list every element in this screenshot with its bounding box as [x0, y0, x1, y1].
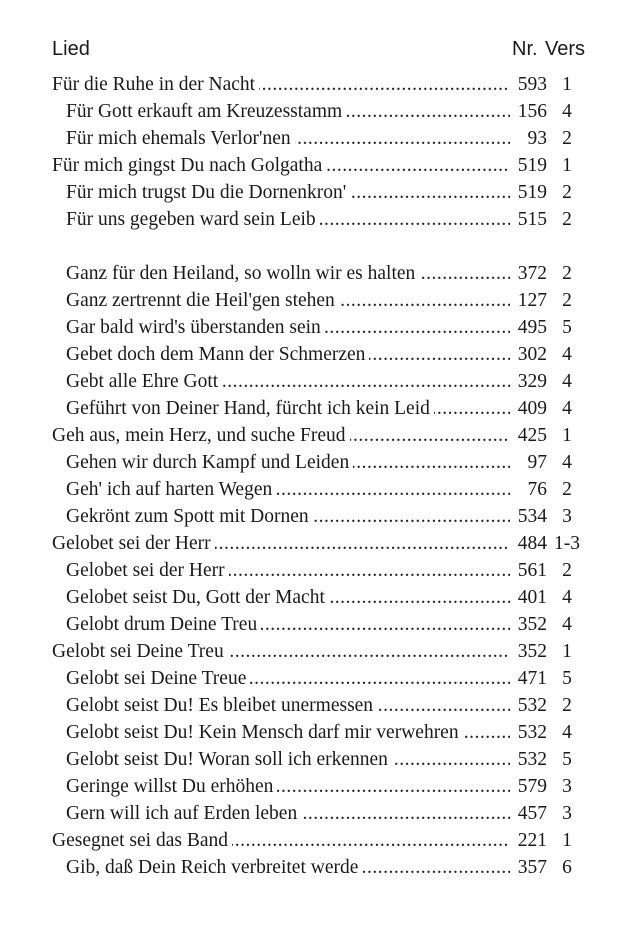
- hymn-number: 93: [527, 128, 547, 149]
- hymn-number: 579: [517, 776, 547, 797]
- hymn-title-cell: [66, 855, 510, 881]
- header-lied: Lied: [52, 38, 90, 60]
- hymn-number: 221: [517, 830, 547, 851]
- hymn-title: Ganz für den Heiland, so wolln wir es halten: [66, 263, 419, 284]
- hymn-title-cell: [52, 72, 510, 98]
- hymn-title: Gelobet sei der Herr: [66, 560, 229, 581]
- verse-number: 5: [562, 317, 572, 338]
- verse-number: 3: [562, 803, 572, 824]
- hymn-number: 532: [517, 695, 547, 716]
- hymn-title: Gebet doch dem Mann der Schmerzen: [66, 344, 369, 365]
- hymn-number: 352: [517, 641, 547, 662]
- verse-number: 4: [562, 452, 572, 473]
- list-item: [0, 72, 640, 98]
- hymn-title-cell: [66, 801, 510, 827]
- hymn-number: 495: [517, 317, 547, 338]
- hymn-title-cell: [52, 531, 510, 557]
- hymn-number: 329: [517, 371, 547, 392]
- verse-number: 6: [562, 857, 572, 878]
- verse-number: 2: [562, 209, 572, 230]
- hymn-title-cell: [66, 207, 510, 233]
- hymn-number: 76: [527, 479, 547, 500]
- hymn-title-cell: [66, 720, 510, 746]
- verse-number: 4: [562, 722, 572, 743]
- verse-number: 1: [562, 155, 572, 176]
- verse-number: 4: [562, 398, 572, 419]
- hymn-title-cell: [66, 585, 510, 611]
- hymn-title: Für Gott erkauft am Kreuzesstamm: [66, 101, 346, 122]
- hymn-title: Gelobt sei Deine Treu: [52, 641, 228, 662]
- list-item: [0, 261, 640, 287]
- list-item: [0, 774, 640, 800]
- hymn-title-cell: [66, 747, 510, 773]
- hymn-title: Ganz zertrennt die Heil'gen stehen: [66, 290, 339, 311]
- hymn-number: 519: [517, 182, 547, 203]
- list-item: [0, 342, 640, 368]
- hymn-number: 515: [517, 209, 547, 230]
- list-item: [0, 639, 640, 665]
- verse-number: 2: [562, 479, 572, 500]
- hymn-title: Gelobet sei der Herr: [52, 533, 215, 554]
- hymn-number: 534: [517, 506, 547, 527]
- list-item: [0, 153, 640, 179]
- hymn-title: Geh' ich auf harten Wegen: [66, 479, 276, 500]
- hymn-number: 519: [517, 155, 547, 176]
- verse-number: 4: [562, 614, 572, 635]
- list-item: [0, 747, 640, 773]
- hymn-number: 471: [517, 668, 547, 689]
- verse-number: 2: [562, 263, 572, 284]
- list-item: [0, 720, 640, 746]
- hymn-title-cell: [66, 261, 510, 287]
- hymn-title: Geh aus, mein Herz, und suche Freud: [52, 425, 350, 446]
- hymn-number: 352: [517, 614, 547, 635]
- hymn-title: Für mich trugst Du die Dornenkron': [66, 182, 350, 203]
- hymn-number: 532: [517, 722, 547, 743]
- list-item: [0, 126, 640, 152]
- verse-number: 5: [562, 749, 572, 770]
- verse-number: 1: [562, 74, 572, 95]
- list-item: [0, 855, 640, 881]
- hymn-title-cell: [66, 612, 510, 638]
- hymn-title-cell: [52, 639, 510, 665]
- verse-number: 5: [562, 668, 572, 689]
- list-item: [0, 450, 640, 476]
- hymn-number: 302: [517, 344, 547, 365]
- list-item: [0, 693, 640, 719]
- list-item: [0, 531, 640, 557]
- list-item: [0, 504, 640, 530]
- hymn-number: 401: [517, 587, 547, 608]
- hymn-title: Gebt alle Ehre Gott: [66, 371, 222, 392]
- verse-number: 4: [562, 101, 572, 122]
- hymn-title-cell: [66, 396, 510, 422]
- hymn-title: Geführt von Deiner Hand, fürcht ich kein Leid: [66, 398, 434, 419]
- verse-number: 2: [562, 290, 572, 311]
- verse-number: 1-3: [554, 533, 580, 554]
- hymn-title-cell: [52, 828, 510, 854]
- header-vers: Vers: [545, 38, 586, 60]
- hymn-title: Geringe willst Du erhöhen: [66, 776, 277, 797]
- hymn-title: Für uns gegeben ward sein Leib: [66, 209, 320, 230]
- verse-number: 1: [562, 425, 572, 446]
- hymn-title-cell: [66, 99, 510, 125]
- hymn-title: Gesegnet sei das Band: [52, 830, 232, 851]
- hymn-title-cell: [66, 180, 510, 206]
- hymn-title-cell: [66, 369, 510, 395]
- hymn-title: Gelobt seist Du! Woran soll ich erkennen: [66, 749, 392, 770]
- hymn-title: Für mich ehemals Verlor'nen: [66, 128, 295, 149]
- hymn-title: Gelobt seist Du! Kein Mensch darf mir verwehren: [66, 722, 463, 743]
- column-header: [0, 38, 640, 68]
- hymn-title: Gelobt drum Deine Treu: [66, 614, 261, 635]
- hymn-title: Gelobt seist Du! Es bleibet unermessen: [66, 695, 377, 716]
- hymn-title-cell: [66, 342, 510, 368]
- hymn-number: 484: [517, 533, 547, 554]
- hymn-title-cell: [66, 126, 510, 152]
- list-item: [0, 558, 640, 584]
- hymn-title-cell: [66, 666, 510, 692]
- hymn-title-cell: [66, 288, 510, 314]
- hymn-number: 97: [527, 452, 547, 473]
- hymn-number: 593: [517, 74, 547, 95]
- verse-number: 2: [562, 695, 572, 716]
- hymn-title-cell: [52, 423, 510, 449]
- hymn-title: Gelobet seist Du, Gott der Macht: [66, 587, 329, 608]
- list-item: [0, 288, 640, 314]
- list-item: [0, 612, 640, 638]
- list-item: [0, 207, 640, 233]
- hymn-title-cell: [66, 315, 510, 341]
- list-item: [0, 828, 640, 854]
- hymn-number: 457: [517, 803, 547, 824]
- list-item: [0, 801, 640, 827]
- verse-number: 2: [562, 182, 572, 203]
- hymn-number: 561: [517, 560, 547, 581]
- hymn-title-cell: [66, 504, 510, 530]
- header-nr: Nr.: [512, 38, 538, 60]
- hymn-number: 372: [517, 263, 547, 284]
- verse-number: 2: [562, 128, 572, 149]
- hymn-number: 357: [517, 857, 547, 878]
- list-item: [0, 315, 640, 341]
- hymn-title-cell: [66, 477, 510, 503]
- hymn-title-cell: [66, 774, 510, 800]
- hymn-title: Gar bald wird's überstanden sein: [66, 317, 325, 338]
- verse-number: 4: [562, 344, 572, 365]
- verse-number: 1: [562, 641, 572, 662]
- list-item: [0, 99, 640, 125]
- hymn-title: Gehen wir durch Kampf und Leiden: [66, 452, 353, 473]
- list-item: [0, 396, 640, 422]
- hymn-title-cell: [66, 450, 510, 476]
- list-item: [0, 369, 640, 395]
- hymn-title: Gekrönt zum Spott mit Dornen: [66, 506, 313, 527]
- hymn-title-cell: [66, 558, 510, 584]
- verse-number: 3: [562, 776, 572, 797]
- verse-number: 1: [562, 830, 572, 851]
- hymn-title: Für mich gingst Du nach Golgatha: [52, 155, 326, 176]
- verse-number: 4: [562, 371, 572, 392]
- hymn-number: 409: [517, 398, 547, 419]
- hymn-number: 127: [517, 290, 547, 311]
- hymn-title: Für die Ruhe in der Nacht: [52, 74, 259, 95]
- list-item: [0, 477, 640, 503]
- verse-number: 3: [562, 506, 572, 527]
- hymn-title-cell: [52, 153, 510, 179]
- hymn-number: 532: [517, 749, 547, 770]
- hymn-title: Gib, daß Dein Reich verbreitet werde: [66, 857, 362, 878]
- hymn-title: Gern will ich auf Erden leben: [66, 803, 301, 824]
- list-item: [0, 666, 640, 692]
- hymn-title: Gelobt sei Deine Treue: [66, 668, 250, 689]
- list-item: [0, 423, 640, 449]
- list-item: [0, 180, 640, 206]
- hymn-number: 425: [517, 425, 547, 446]
- verse-number: 4: [562, 587, 572, 608]
- verse-number: 2: [562, 560, 572, 581]
- hymn-title-cell: [66, 693, 510, 719]
- list-item: [0, 585, 640, 611]
- hymn-number: 156: [517, 101, 547, 122]
